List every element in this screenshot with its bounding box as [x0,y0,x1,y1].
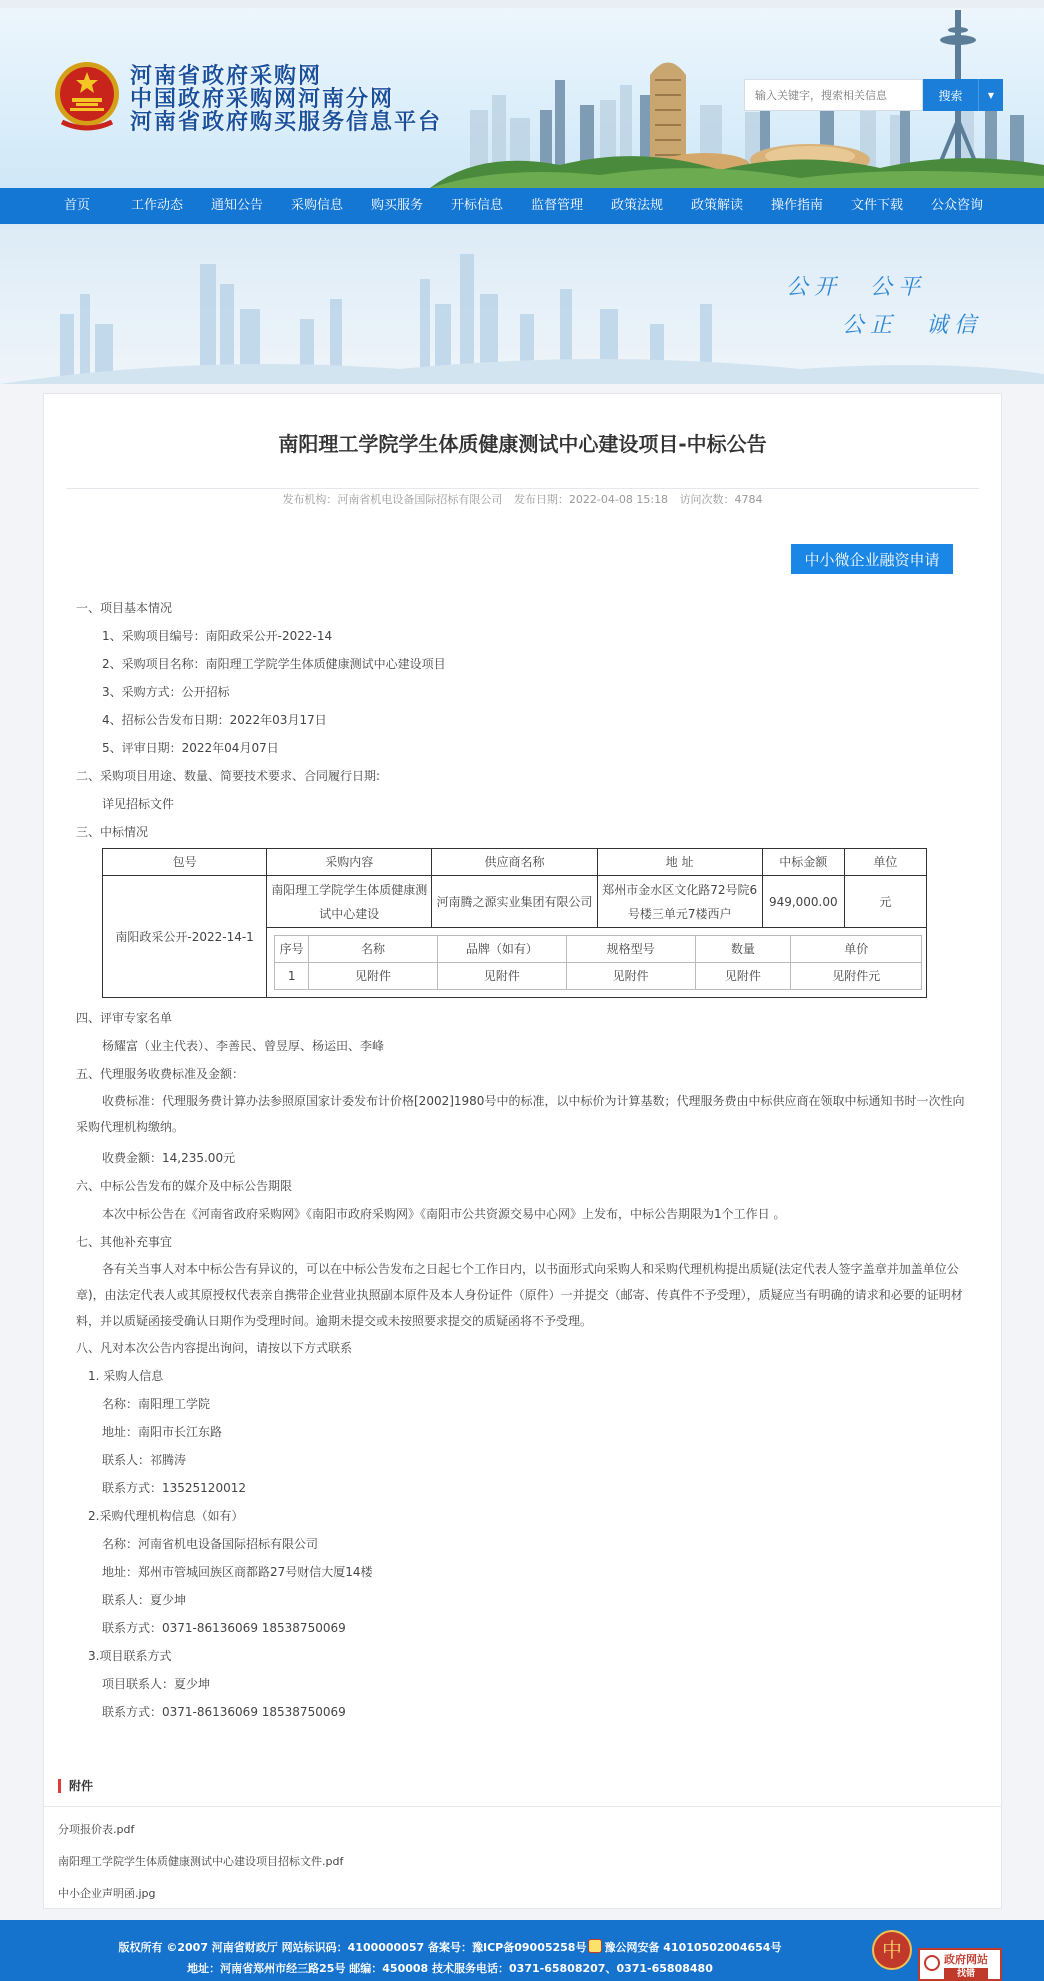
magnifier-icon [924,1955,940,1971]
nav-item-purchase-services[interactable]: 购买服务 [370,198,423,213]
contact-line: 名称：南阳理工学院 [102,1397,211,1411]
main-nav [0,188,1044,224]
section-text: 本次中标公告在《河南省政府采购网》《南阳市政府采购网》《南阳市公共资源交易中心网》上发布，中标公告期限为1个工作日 。 [102,1207,786,1221]
cell: 见附件 [309,963,438,990]
section-heading: 五、代理服务收费标准及金额： [76,1067,245,1081]
nav-item-consultation[interactable]: 公众咨询 [930,198,983,213]
contact-line: 联系方式：0371-86136069 18538750069 [102,1621,346,1635]
contact-line: 联系方式：13525120012 [102,1481,246,1495]
police-badge-icon [588,1939,602,1953]
site-header [0,0,1044,188]
meta-views: 访问次数：4784 [679,493,763,506]
col-header: 中标金额 [762,849,844,876]
col-header: 采购内容 [267,849,432,876]
meta-date: 发布日期：2022-04-08 15:18 [513,493,669,506]
col-header: 品牌（如有） [437,936,566,963]
list-item: 4、招标公告发布日期：2022年03月17日 [102,713,327,727]
party-emblem-icon[interactable]: 中 [872,1930,912,1970]
national-emblem-icon [52,60,122,132]
section-heading: 二、采购项目用途、数量、简要技术要求、合同履行日期: [76,769,381,783]
nav-item-supervision[interactable]: 监督管理 [530,198,583,213]
section-heading: 三、中标情况 [76,825,149,839]
nav-item-bid-opening[interactable]: 开标信息 [450,198,503,213]
site-title-line-2: 中国政府采购网河南分网 [130,86,395,111]
cell-unit: 元 [844,876,926,928]
list-item: 3、采购方式：公开招标 [102,685,230,699]
slogan-banner [0,224,1044,384]
sme-financing-button[interactable]: 中小微企业融资申请 [791,544,953,574]
chevron-down-icon[interactable]: ▼ [978,79,1003,111]
attachment-link[interactable]: 南阳理工学院学生体质健康测试中心建设项目招标文件.pdf [58,1855,344,1868]
nav-item-policy-interpretation[interactable]: 政策解读 [690,198,743,213]
col-header: 单价 [791,936,922,963]
site-title-line-1: 河南省政府采购网 [130,63,323,88]
col-header: 数量 [695,936,791,963]
cell-content: 南阳理工学院学生体质健康测试中心建设 [267,876,432,928]
items-subtable [274,935,922,990]
contact-line: 名称：河南省机电设备国际招标有限公司 [102,1537,319,1551]
attachments-divider [44,1806,1001,1807]
search-button[interactable] [923,79,1003,111]
table-row [103,876,927,928]
section-heading: 七、其他补充事宜 [76,1235,173,1249]
cell-amount: 949,000.00 [762,876,844,928]
attachment-link[interactable]: 中小企业声明函.jpg [58,1887,156,1900]
cell-package: 南阳政采公开-2022-14-1 [103,876,267,998]
title-divider [66,488,979,489]
cell: 见附件 [566,963,695,990]
nav-item-guides[interactable]: 操作指南 [770,198,823,213]
nav-item-work-news[interactable]: 工作动态 [130,198,183,213]
cell-supplier: 河南腾之源实业集团有限公司 [432,876,597,928]
nav-item-downloads[interactable]: 文件下载 [850,198,903,213]
list-item: 5、评审日期：2022年04月07日 [102,741,279,755]
col-header: 序号 [275,936,309,963]
section-heading: 六、中标公告发布的媒介及中标公告期限 [76,1179,293,1193]
col-header: 名称 [309,936,438,963]
subtable-row [275,963,922,990]
meta-publisher: 发布机构：河南省机电设备国际招标有限公司 [282,493,503,506]
gov-site-error-report-badge[interactable]: 政府网站 找错 [918,1948,1002,1981]
col-header: 地 址 [597,849,762,876]
section-text: 收费标准：代理服务费计算办法参照原国家计委发布计价格[2002]1980号中的标准，以中标价为计算基数；代理服务费由中标供应商在领取中标通知书时一次性向采购代理机构缴纳。 [76,1094,965,1134]
section-text: 详见招标文件 [102,797,175,811]
site-title-line-3: 河南省政府购买服务信息平台 [130,109,443,134]
col-header: 单位 [844,849,926,876]
award-table [102,848,927,998]
col-header: 包号 [103,849,267,876]
section-text: 各有关当事人对本中标公告有异议的，可以在中标公告发布之日起七个工作日内，以书面形式向采购人和采购代理机构提出质疑(法定代表人签字盖章并加盖单位公章)，由法定代表人或其原授权代表亲自携带企业营业执照副本原件及本人身份证件（原件）一并提交（邮寄、传真件不予受理），质疑应当有明确的请求和必要的证明材料，并以质疑函接受确认日期作为受理时间。逾期未提交或未按照要求提交的质疑函将不予受理。 [76,1262,963,1328]
cell: 见附件 [437,963,566,990]
subtable-header-row [275,936,922,963]
slogan-just-honest: 公正 诚信 [842,312,983,337]
section-heading: 一、项目基本情况 [76,601,173,615]
col-header: 供应商名称 [432,849,597,876]
footer-copyright: 版权所有 ©2007 河南省财政厅 网站标识码：4100000057 备案号：豫ICP备09005258号 豫公网安备 41010502004654号 [118,1941,782,1954]
cell: 见附件元 [791,963,922,990]
nav-item-procurement-info[interactable]: 采购信息 [290,198,343,213]
contact-line: 联系方式：0371-86136069 18538750069 [102,1705,346,1719]
cell: 见附件 [695,963,791,990]
nav-item-notices[interactable]: 通知公告 [210,198,263,213]
search-input[interactable] [744,79,923,111]
page-title: 南阳理工学院学生体质健康测试中心建设项目-中标公告 [278,432,767,456]
section-heading: 四、评审专家名单 [76,1011,173,1025]
contact-line: 地址：南阳市长江东路 [102,1425,223,1439]
contact-heading: 3.项目联系方式 [88,1649,172,1663]
section-heading: 八、凡对本次公告内容提出询问，请按以下方式联系 [76,1341,353,1355]
list-item: 2、采购项目名称：南阳理工学院学生体质健康测试中心建设项目 [102,657,446,671]
nav-item-policies[interactable]: 政策法规 [610,198,663,213]
contact-line: 地址：郑州市管城回族区商都路27号财信大厦14楼 [102,1565,373,1579]
attachment-link[interactable]: 分项报价表.pdf [58,1823,135,1836]
banner-skyline-illustration [0,224,1044,384]
site-title-group [130,64,442,133]
contact-line: 联系人：祁腾涛 [102,1453,187,1467]
col-header: 规格型号 [566,936,695,963]
contact-heading: 1. 采购人信息 [88,1369,164,1383]
cell-items [267,928,927,998]
article-meta [44,491,1001,507]
cell: 1 [275,963,309,990]
attachments-heading: 附件 [58,1779,93,1793]
section-text: 收费金额：14,235.00元 [102,1151,236,1165]
footer-address: 地址：河南省郑州市经三路25号 邮编：450008 技术服务电话：0371-65808207、0371-65808480 [187,1962,713,1975]
table-header-row [103,849,927,876]
section-text: 杨耀富（业主代表）、李善民、曾昱厚、杨运田、李峰 [102,1039,385,1053]
article-panel [43,393,1002,1909]
list-item: 1、采购项目编号：南阳政采公开-2022-14 [102,629,333,643]
contact-line: 项目联系人：夏少坤 [102,1677,211,1691]
contact-heading: 2.采购代理机构信息（如有） [88,1509,244,1523]
slogan-open-fair: 公开 公平 [786,274,927,299]
contact-line: 联系人：夏少坤 [102,1593,187,1607]
nav-item-home[interactable]: 首页 [63,198,90,213]
search-button-label: 搜索 [938,88,963,103]
cell-address: 郑州市金水区文化路72号院6号楼三单元7楼西户 [597,876,762,928]
